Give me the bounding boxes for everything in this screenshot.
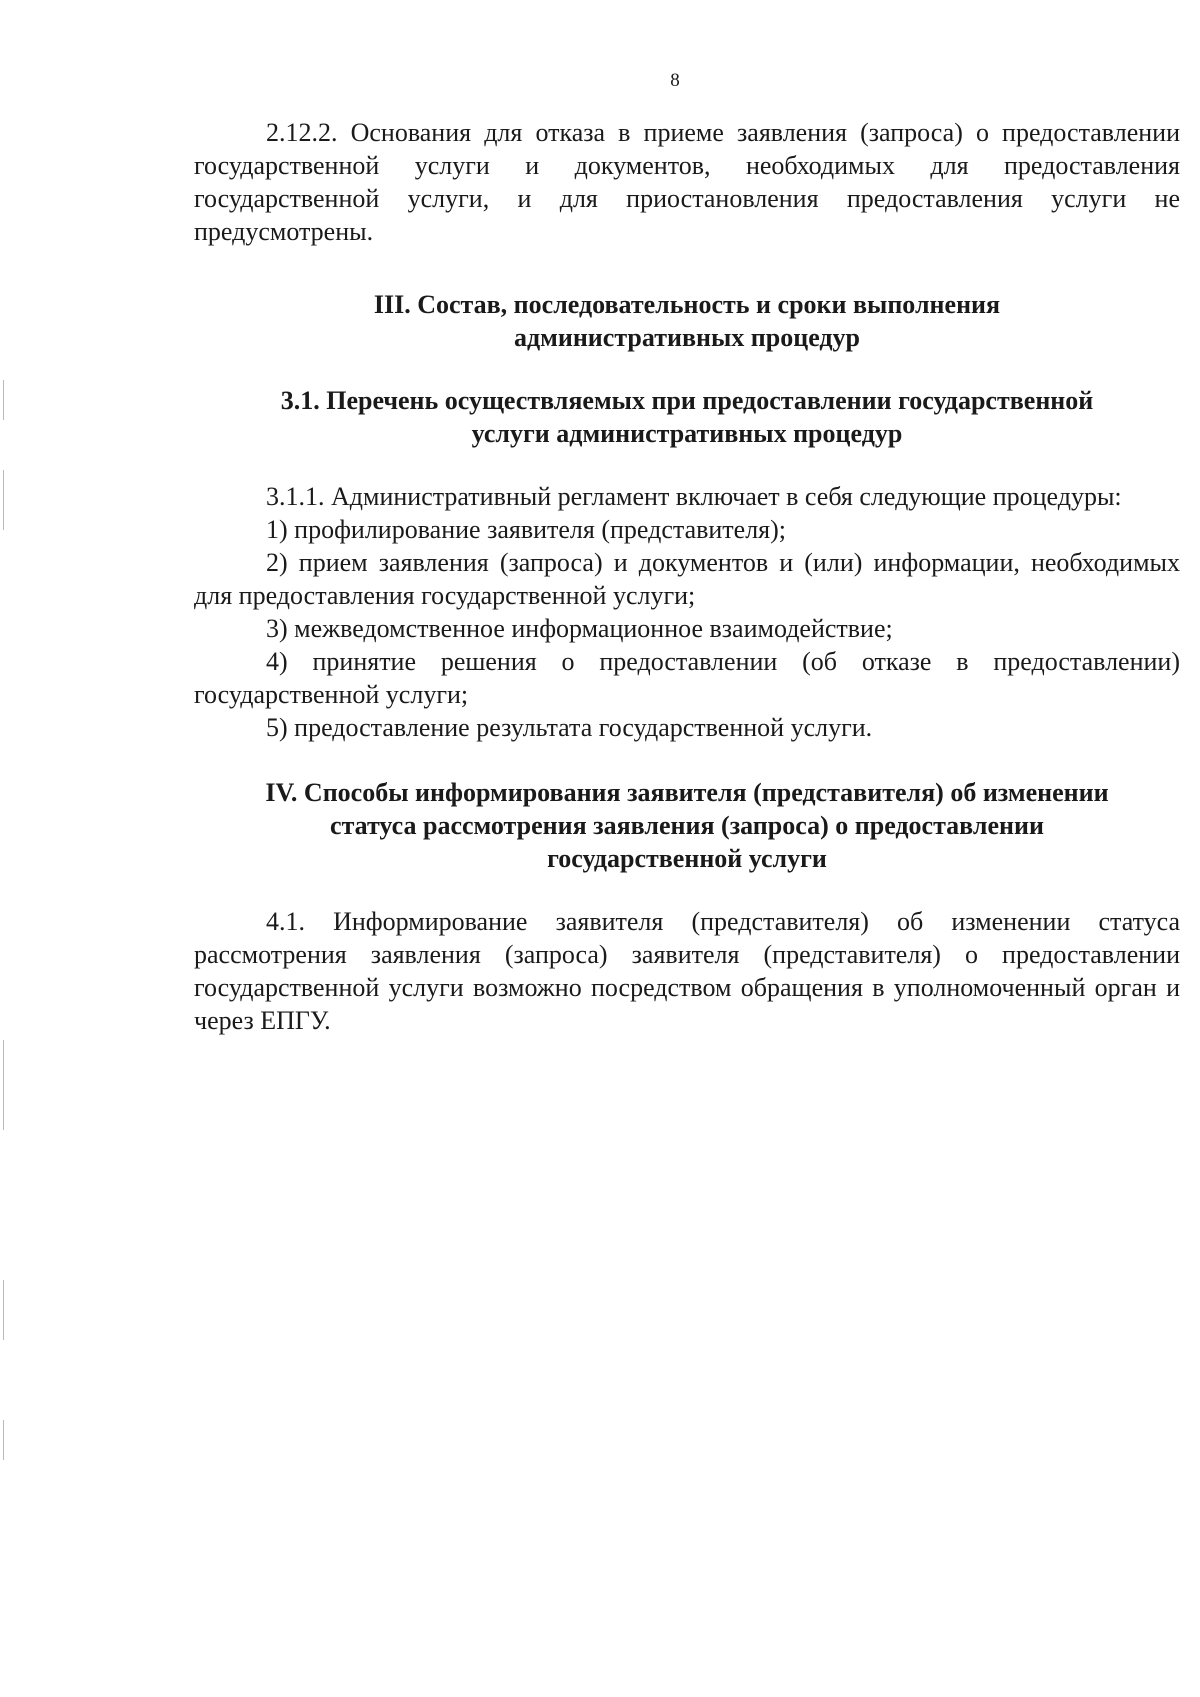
scan-artifact: [3, 470, 4, 530]
paragraph-4-1: 4.1. Информирование заявителя (представителя) об изменении статуса рассмотрения заявления (запроса) заявителя (представителя) о предоставлении государственной услуги возможно посредством обращения в уполномоченный орган и через ЕПГУ.: [194, 907, 1180, 1035]
procedure-item: 2) прием заявления (запроса) и документов и (или) информации, необходимых для предоставления государственной услуги;: [194, 548, 1180, 610]
procedure-item: 1) профилирование заявителя (представителя);: [266, 515, 787, 544]
subsection-3-1-heading-line2: услуги административных процедур: [471, 419, 903, 448]
procedure-item: 3) межведомственное информационное взаимодействие;: [266, 614, 893, 643]
paragraph-3-1-1: 3.1.1. Административный регламент включает в себя следующие процедуры:: [266, 482, 1122, 511]
subsection-3-1-heading: [194, 384, 1180, 450]
section-3-heading-line1: III. Состав, последовательность и сроки выполнения: [373, 290, 1001, 319]
subsection-3-1-heading-line1: 3.1. Перечень осуществляемых при предоставлении государственной: [280, 386, 1094, 415]
document-body: [194, 116, 1180, 1037]
scan-artifact: [3, 1420, 4, 1460]
section-3-heading: [194, 288, 1180, 354]
scan-artifact: [3, 1040, 4, 1130]
page-number: 8: [670, 70, 680, 91]
scan-artifact: [3, 380, 4, 420]
section-4-heading: [194, 776, 1180, 875]
procedure-item: 4) принятие решения о предоставлении (об отказе в предоставлении) государственной услуги;: [194, 647, 1180, 709]
paragraph-2-12-2: 2.12.2. Основания для отказа в приеме заявления (запроса) о предоставлении государственной услуги и документов, необходимых для предоставления государственной услуги, и для приостановления предоставления услуги не предусмотрены.: [194, 118, 1180, 246]
section-4-heading-line2: статуса рассмотрения заявления (запроса) о предоставлении: [330, 811, 1044, 840]
procedure-item: 5) предоставление результата государственной услуги.: [266, 713, 873, 742]
section-3-heading-line2: административных процедур: [513, 323, 861, 352]
procedure-list: [194, 513, 1180, 744]
section-4-heading-line3: государственной услуги: [547, 844, 827, 873]
section-4-heading-line1: IV. Способы информирования заявителя (представителя) об изменении: [265, 778, 1109, 807]
scan-artifact: [3, 1280, 4, 1340]
